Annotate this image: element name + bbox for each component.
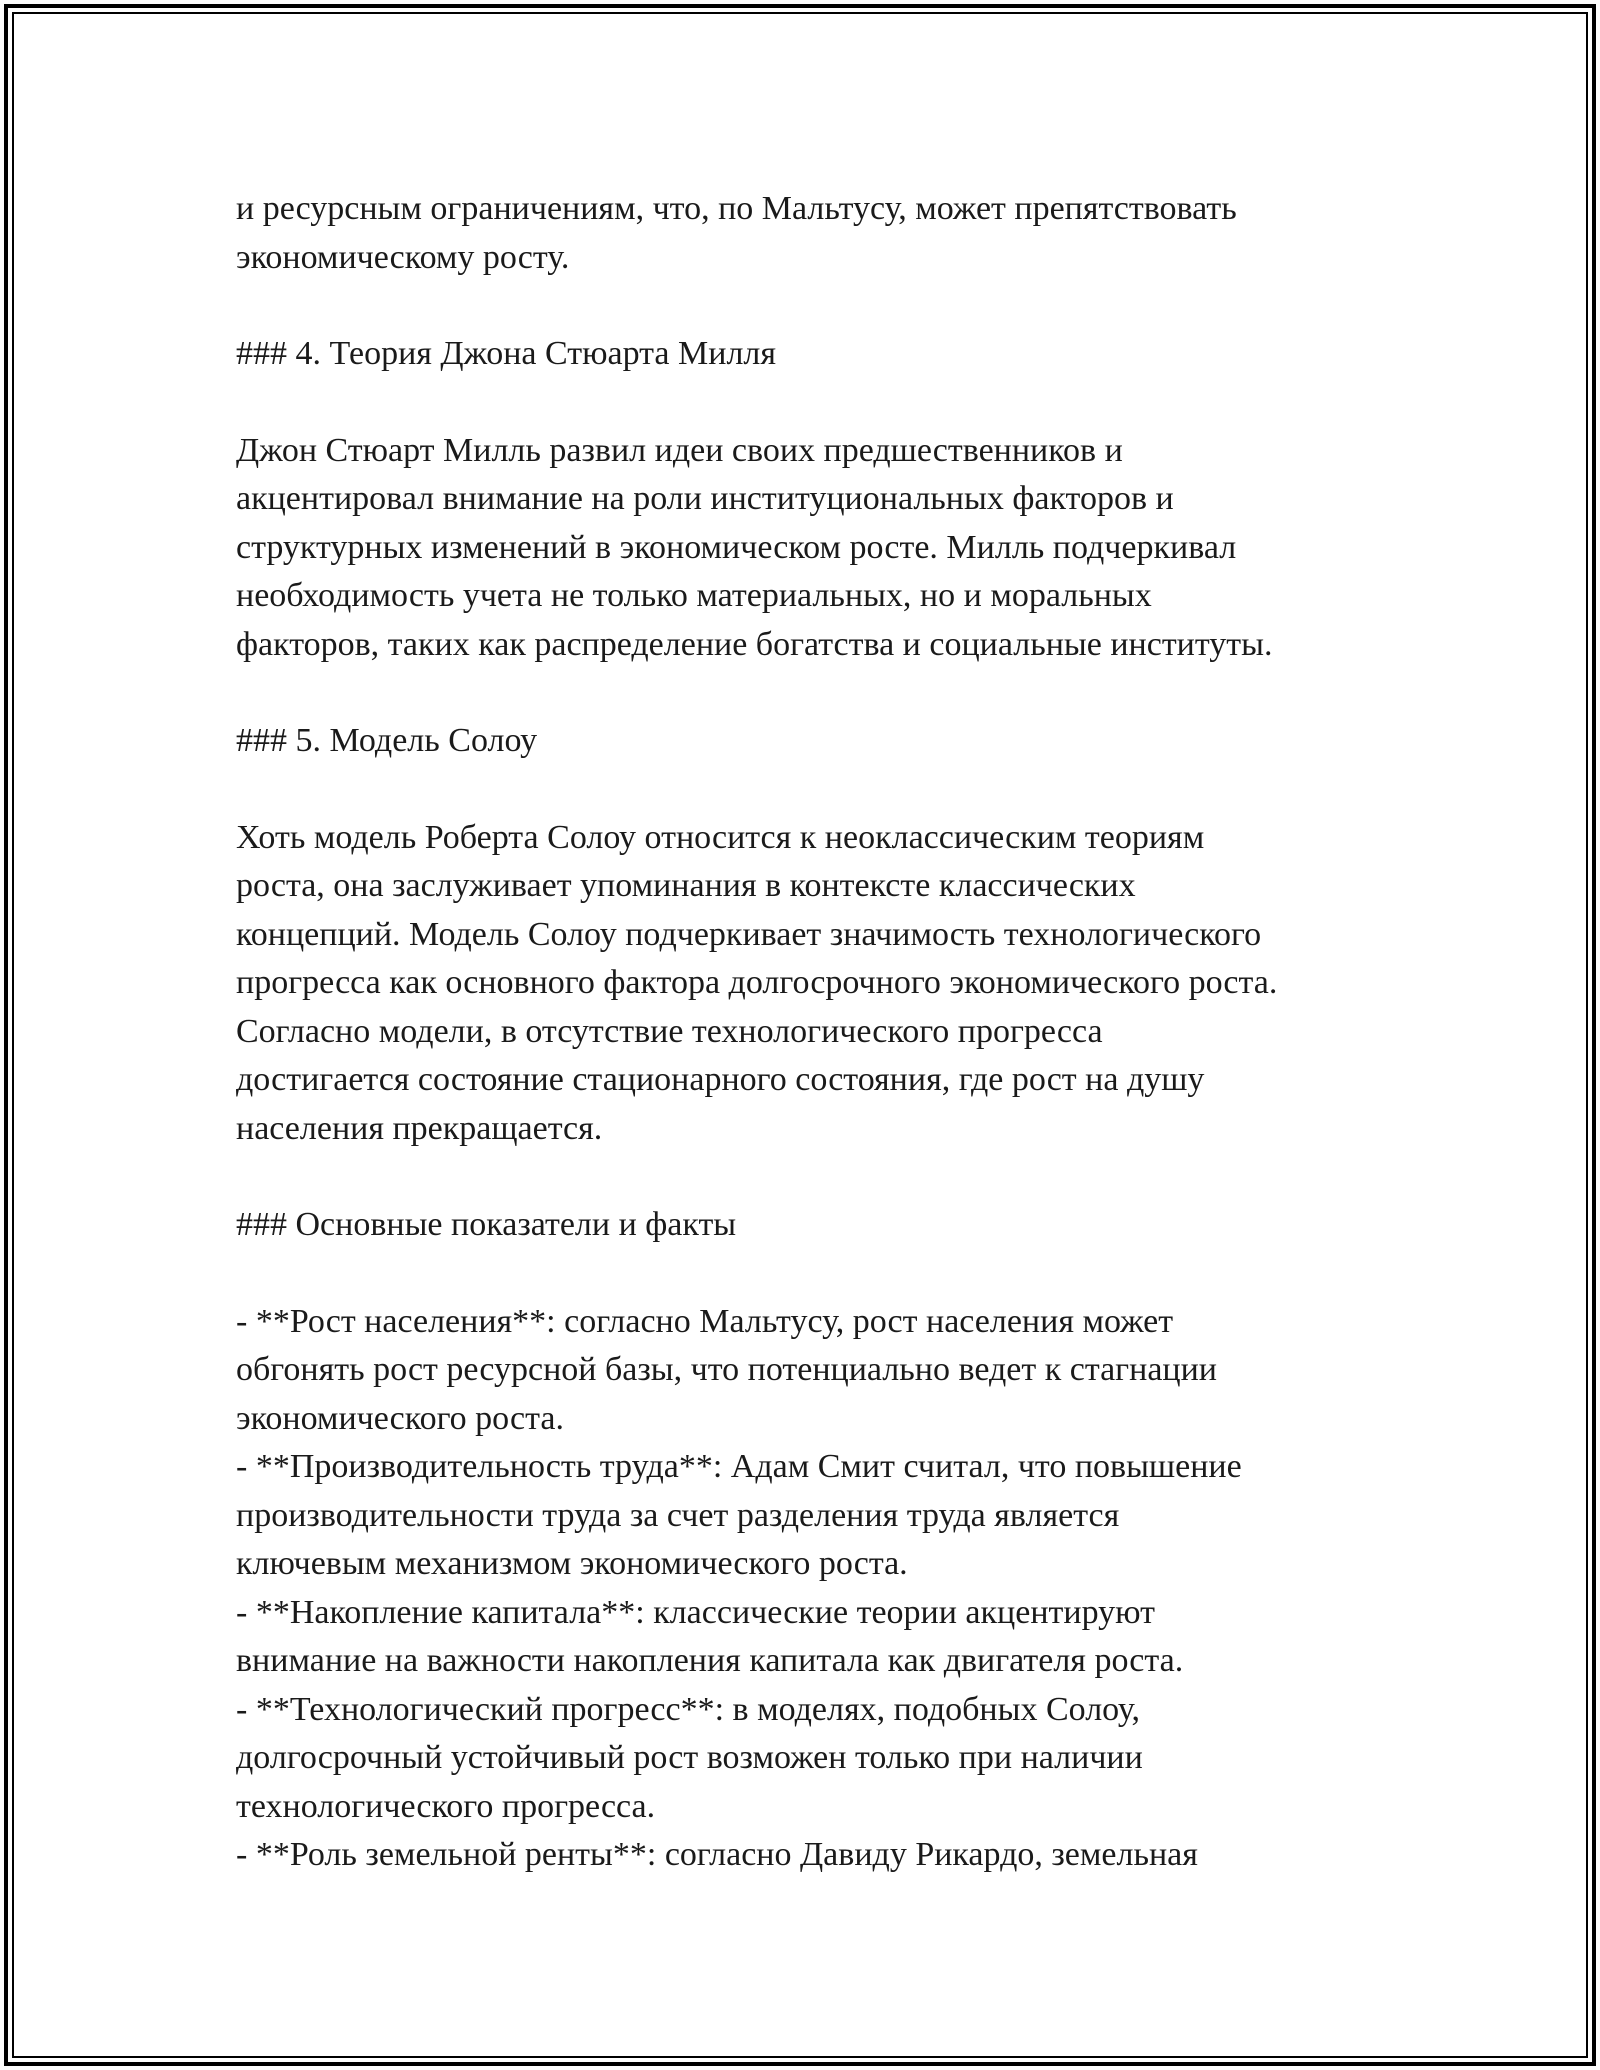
paragraph-solow	[236, 814, 1386, 1154]
text-line: Хоть модель Роберта Солоу относится к неоклассическим теориям	[236, 818, 1205, 856]
document-page	[236, 185, 1386, 1880]
text-line: акцентировал внимание на роли институциональных факторов и	[236, 480, 1174, 517]
heading-text: ### 5. Модель Солоу	[236, 722, 538, 759]
text-line: необходимость учета не только материальных, но и моральных	[236, 577, 1152, 614]
paragraph-intro	[236, 185, 1386, 282]
heading-solow	[236, 717, 1386, 766]
list-item: экономического роста.	[236, 1399, 564, 1437]
text-line: роста, она заслуживает упоминания в контексте классических	[236, 867, 1136, 904]
paragraph-mill	[236, 427, 1386, 670]
list-item: внимание на важности накопления капитала как двигателя роста.	[236, 1642, 1184, 1679]
text-line: экономическому росту.	[236, 238, 570, 276]
text-line: факторов, таких как распределение богатства и социальные институты.	[236, 625, 1273, 663]
heading-text: ### Основные показатели и факты	[236, 1206, 737, 1243]
list-item: - **Технологический прогресс**: в моделях, подобных Солоу,	[236, 1690, 1140, 1728]
list-item: долгосрочный устойчивый рост возможен только при наличии	[236, 1739, 1143, 1776]
list-item: - **Рост населения**: согласно Мальтусу, рост населения может	[236, 1302, 1174, 1340]
list-item: - **Накопление капитала**: классические теории акцентируют	[236, 1593, 1155, 1631]
list-item: технологического прогресса.	[236, 1787, 656, 1825]
list-item: обгонять рост ресурсной базы, что потенциально ведет к стагнации	[236, 1351, 1218, 1388]
text-line: Джон Стюарт Милль развил идеи своих предшественников и	[236, 431, 1123, 469]
heading-text: ### 4. Теория Джона Стюарта Милля	[236, 335, 777, 372]
heading-facts	[236, 1201, 1386, 1250]
list-item: - **Производительность труда**: Адам Смит считал, что повышение	[236, 1448, 1242, 1485]
text-line: прогресса как основного фактора долгосрочного экономического роста.	[236, 964, 1278, 1001]
text-line: достигается состояние стационарного состояния, где рост на душу	[236, 1061, 1205, 1098]
text-line: и ресурсным ограничениям, что, по Мальтусу, может препятствовать	[236, 190, 1237, 227]
list-item: ключевым механизмом экономического роста.	[236, 1545, 908, 1582]
list-item: производительности труда за счет разделения труда является	[236, 1496, 1120, 1534]
text-line: населения прекращается.	[236, 1109, 603, 1147]
heading-mill	[236, 330, 1386, 379]
text-line: концепций. Модель Солоу подчеркивает значимость технологического	[236, 915, 1262, 953]
text-line: структурных изменений в экономическом росте. Милль подчеркивал	[236, 528, 1237, 566]
text-line: Согласно модели, в отсутствие технологического прогресса	[236, 1012, 1103, 1050]
facts-list	[236, 1298, 1386, 1880]
list-item: - **Роль земельной ренты**: согласно Давиду Рикардо, земельная	[236, 1836, 1198, 1873]
